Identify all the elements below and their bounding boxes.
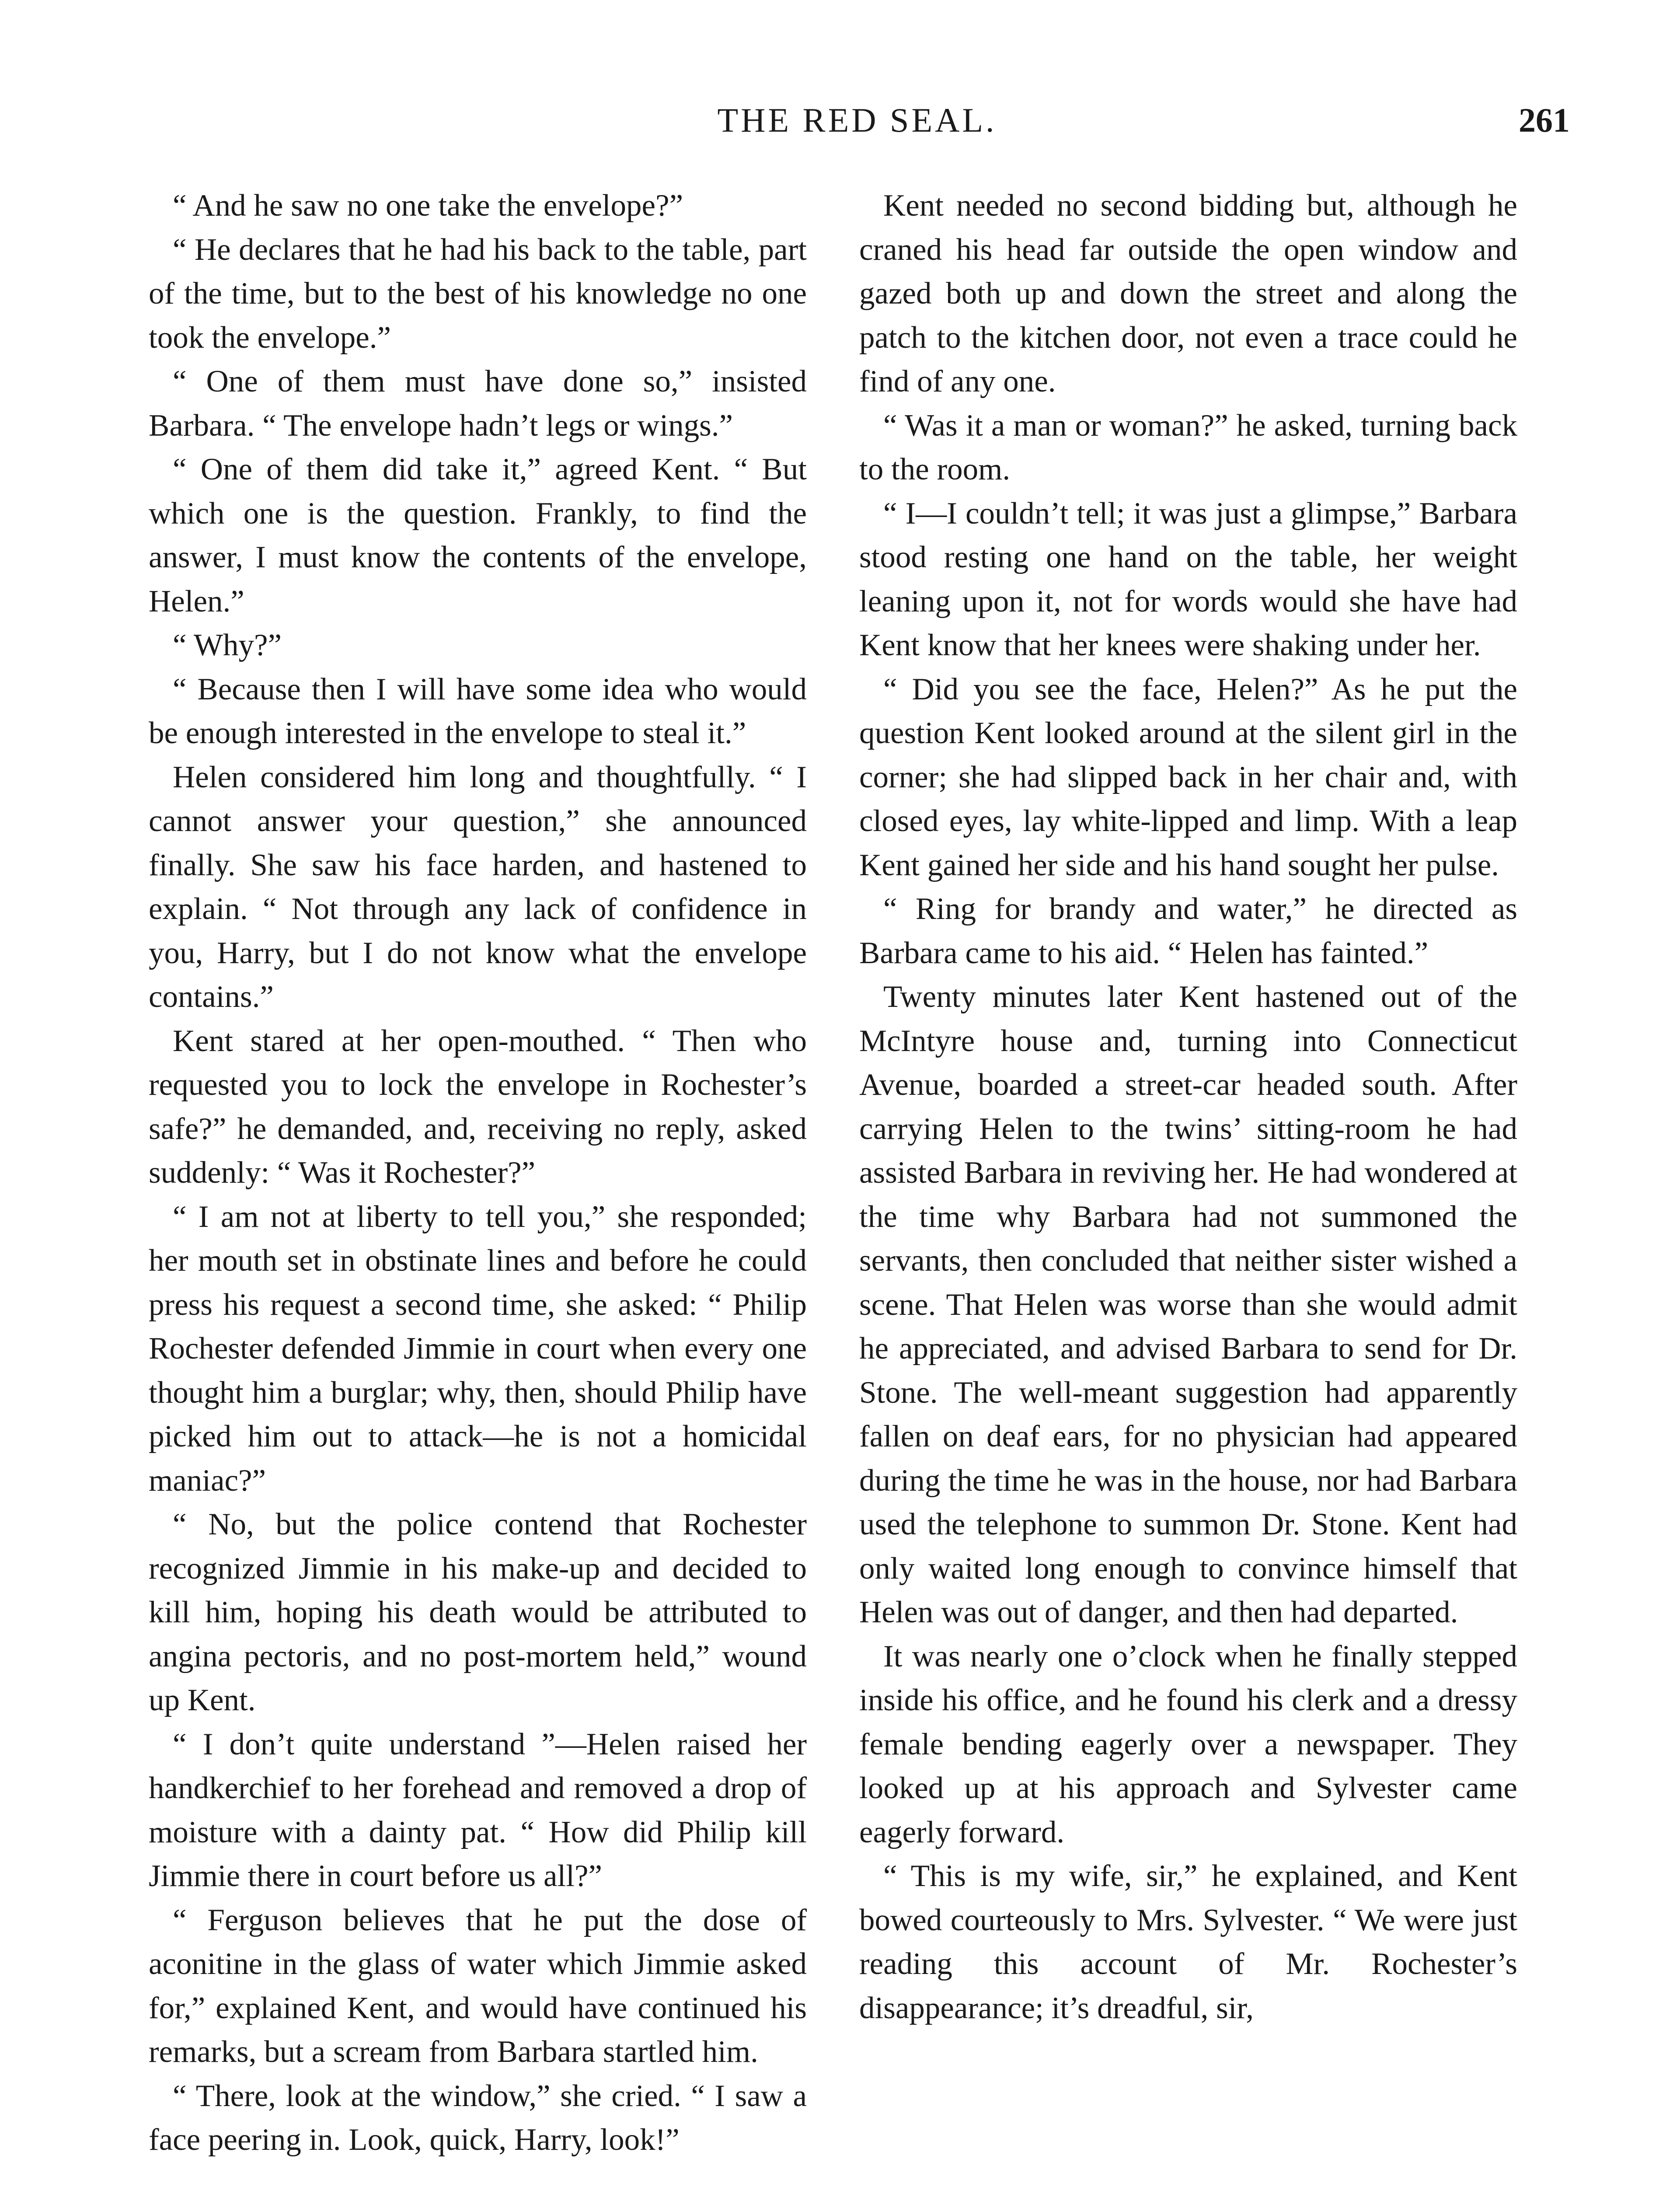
paragraph: “ One of them did take it,” agreed Kent. “ But which one is the question. Frankly, to find the answer, I must know the contents of the envelope, Helen.” [149,452,807,618]
paragraph: “ Ring for brandy and water,” he directed as Barbara came to his aid. “ Helen has fainted.” [859,892,1517,970]
paragraph: “ Ferguson believes that he put the dose of aconitine in the glass of water which Jimmie asked for,” explained Kent, and would have continued his remarks, but a scream from Barbara startled him. [149,1903,807,2069]
paragraph: “ I don’t quite understand ”—Helen raised her handkerchief to her forehead and removed a drop of moisture with a dainty pat. “ How did Philip kill Jimmie there in court before us all?” [149,1727,807,1893]
paragraph: Kent stared at her open-mouthed. “ Then who requested you to lock the envelope in Rochester’s safe?” he demanded, and, receiving no reply, asked suddenly: “ Was it Rochester?” [149,1024,807,1190]
paragraph: “ Did you see the face, Helen?” As he put the question Kent looked around at the silent girl in the corner; she had slipped back in her chair and, with closed eyes, lay white-lipped and limp. With a leap Kent gained her side and his hand sought her pulse. [859,672,1517,882]
page-number: 261 [1519,101,1570,139]
paragraph: “ I—I couldn’t tell; it was just a glimpse,” Barbara stood resting one hand on the table, her weight leaning upon it, not for words would she have had Kent know that her knees were shaking under her. [859,496,1517,662]
paragraph: “ I am not at liberty to tell you,” she responded; her mouth set in obstinate lines and before he could press his request a second time, she asked: “ Philip Rochester defended Jimmie in court when every one thought him a burglar; why, then, should Philip have picked him out to attack—he is not a homicidal maniac?” [149,1199,807,1498]
paragraph: “ This is my wife, sir,” he explained, and Kent bowed courteously to Mrs. Sylvester. “ We were just reading this account of Mr. Rochester’s disappearance; it’s dreadful, sir, [859,1859,1517,2025]
right-column [859,184,1517,2030]
paragraph: “ Why?” [173,628,282,662]
left-column [149,184,807,2162]
paragraph: “ And he saw no one take the envelope?” [173,189,683,223]
paragraph: Kent needed no second bidding but, although he craned his head far outside the open window and gazed both up and down the street and along the patch to the kitchen door, not even a trace could he find of any one. [859,189,1517,398]
page-header [144,101,1570,153]
paragraph: “ Because then I will have some idea who would be enough interested in the envelope to steal it.” [149,672,807,750]
paragraph: “ There, look at the window,” she cried. “ I saw a face peering in. Look, quick, Harry, look!” [149,2079,807,2157]
running-title: THE RED SEAL. [717,101,997,139]
paragraph: “ Was it a man or woman?” he asked, turning back to the room. [859,408,1517,486]
paragraph: It was nearly one o’clock when he finally stepped inside his office, and he found his clerk and a dressy female bending eagerly over a newspaper. They looked up at his approach and Sylvester came eagerly forward. [859,1639,1517,1849]
paragraph: “ No, but the police contend that Rochester recognized Jimmie in his make-up and decided to kill him, hoping his death would be attributed to angina pectoris, and no post-mortem held,” wound up Kent. [149,1507,807,1717]
paragraph: Twenty minutes later Kent hastened out of the McIntyre house and, turning into Connecticut Avenue, boarded a street-car headed south. After carrying Helen to the twins’ sitting-room he had assisted Barbara in reviving her. He had wondered at the time why Barbara had not summoned the servants, then concluded that neither sister wished a scene. That Helen was worse than she would admit he appreciated, and advised Barbara to send for Dr. Stone. The well-meant suggestion had apparently fallen on deaf ears, for no physician had appeared during the time he was in the house, nor had Barbara used the telephone to summon Dr. Stone. Kent had only waited long enough to convince himself that Helen was out of danger, and then had departed. [859,980,1517,1629]
paragraph: “ He declares that he had his back to the table, part of the time, but to the best of his knowledge no one took the envelope.” [149,232,807,355]
paragraph: Helen considered him long and thoughtfully. “ I cannot answer your question,” she announced finally. She saw his face harden, and hastened to explain. “ Not through any lack of confidence in you, Harry, but I do not know what the envelope contains.” [149,760,807,1014]
paragraph: “ One of them must have done so,” insisted Barbara. “ The envelope hadn’t legs or wings.” [149,364,807,443]
